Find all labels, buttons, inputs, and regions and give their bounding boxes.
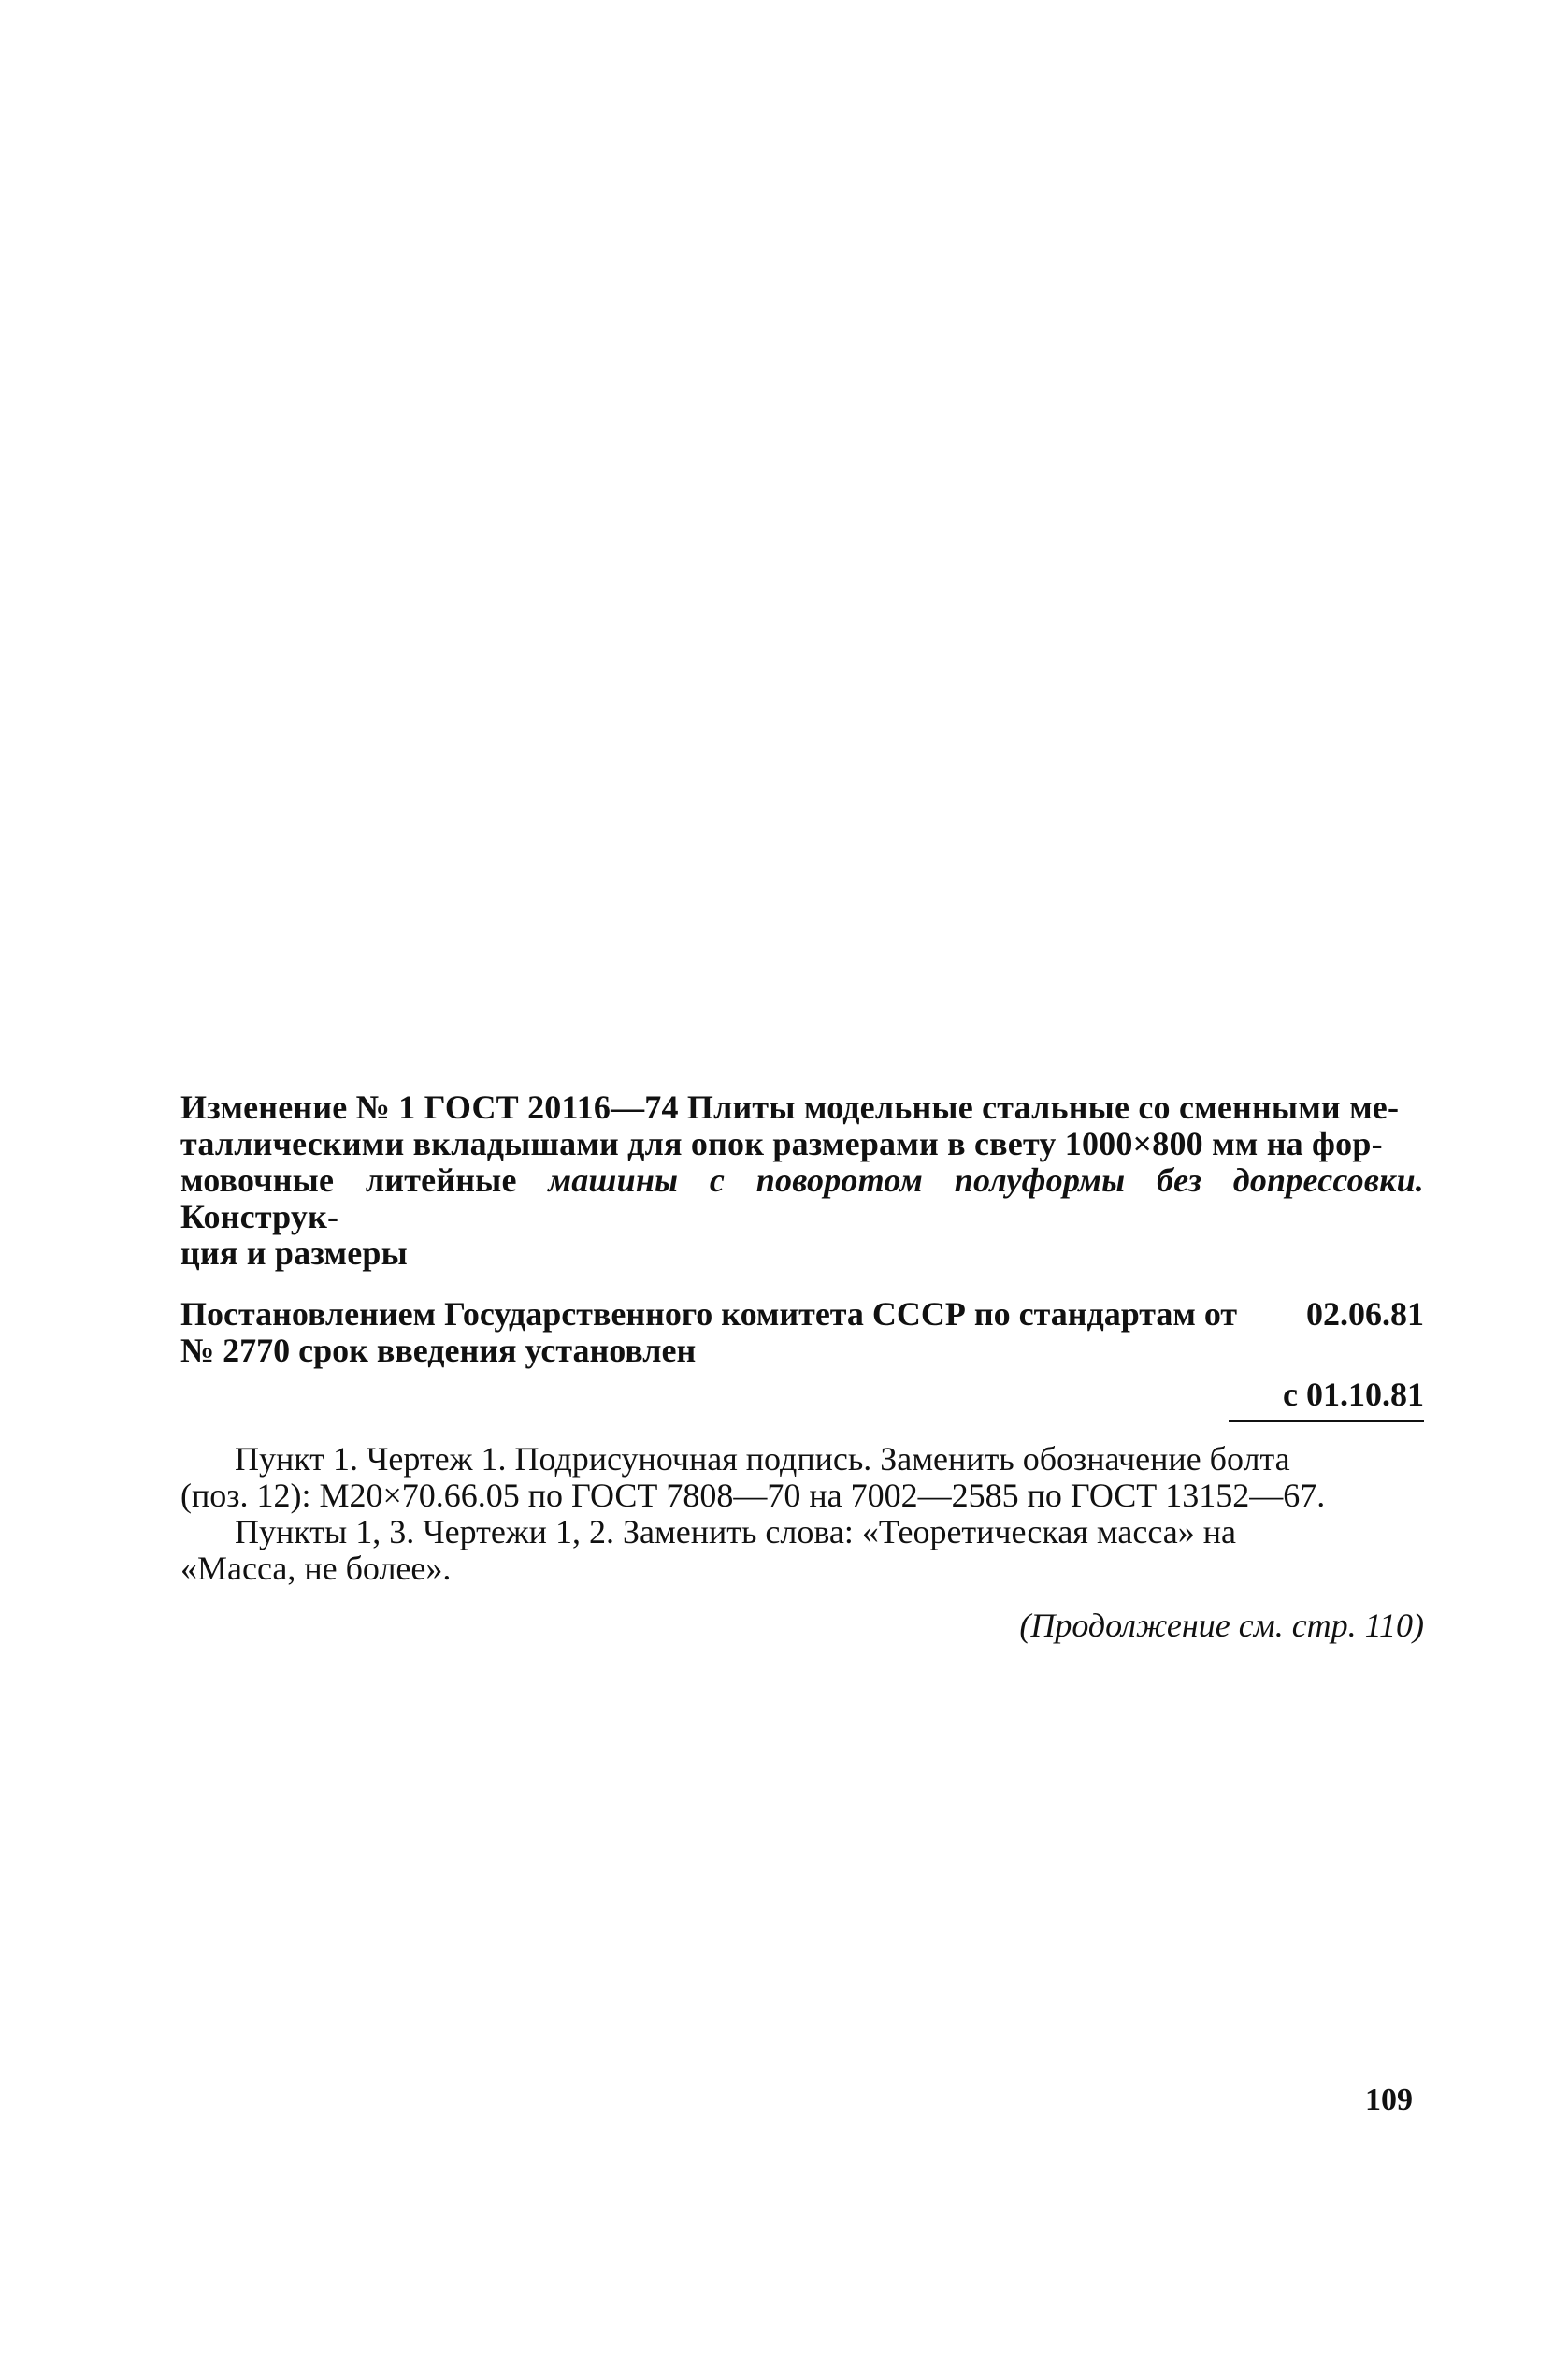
decree-line: [180, 1296, 1424, 1333]
effective-date-row: [180, 1375, 1424, 1422]
title-italic-text: машины с поворотом полуформы без допрессовки.: [548, 1161, 1424, 1199]
decree-line: № 2770 срок введения установлен: [180, 1332, 697, 1369]
paragraph-line: [180, 1441, 1424, 1478]
title-line: таллическими вкладышами для опок размерами в свету 1000×800 мм на фор-: [180, 1125, 1383, 1162]
amendment-notice: [180, 1089, 1424, 1645]
title-line: [180, 1162, 1424, 1235]
page-number: 109: [1365, 2083, 1413, 2117]
decree-text: Постановлением Государственного комитета СССР по стандартам от: [180, 1295, 1238, 1333]
title-text: мовочные литейные: [180, 1161, 517, 1199]
paragraph-1: [180, 1441, 1424, 1514]
title-line: Изменение № 1 ГОСТ 20116—74 Плиты модельные стальные со сменными ме-: [180, 1089, 1400, 1126]
effective-date: с 01.10.81: [1229, 1375, 1424, 1422]
paragraph-text: Пункт 1. Чертеж 1. Подрисуночная подпись. Заменить обозначение болта: [235, 1440, 1290, 1478]
paragraph-line: (поз. 12): М20×70.66.05 по ГОСТ 7808—70 на 7002—2585 по ГОСТ 13152—67.: [180, 1477, 1326, 1514]
title-line: ция и размеры: [180, 1234, 408, 1272]
paragraph-text: Пункты 1, 3. Чертежи 1, 2. Заменить слова: «Теоретическая масса» на: [235, 1513, 1236, 1550]
continued-note: (Продолжение см. стр. 110): [1019, 1607, 1424, 1644]
paragraph-line: [180, 1514, 1424, 1550]
title-text: Конструк-: [180, 1198, 339, 1235]
paragraph-2: [180, 1514, 1424, 1587]
decree-block: [180, 1296, 1424, 1369]
amendment-title: [180, 1089, 1424, 1272]
decree-date: 02.06.81: [1306, 1295, 1424, 1333]
paragraph-line: «Масса, не более».: [180, 1550, 452, 1587]
